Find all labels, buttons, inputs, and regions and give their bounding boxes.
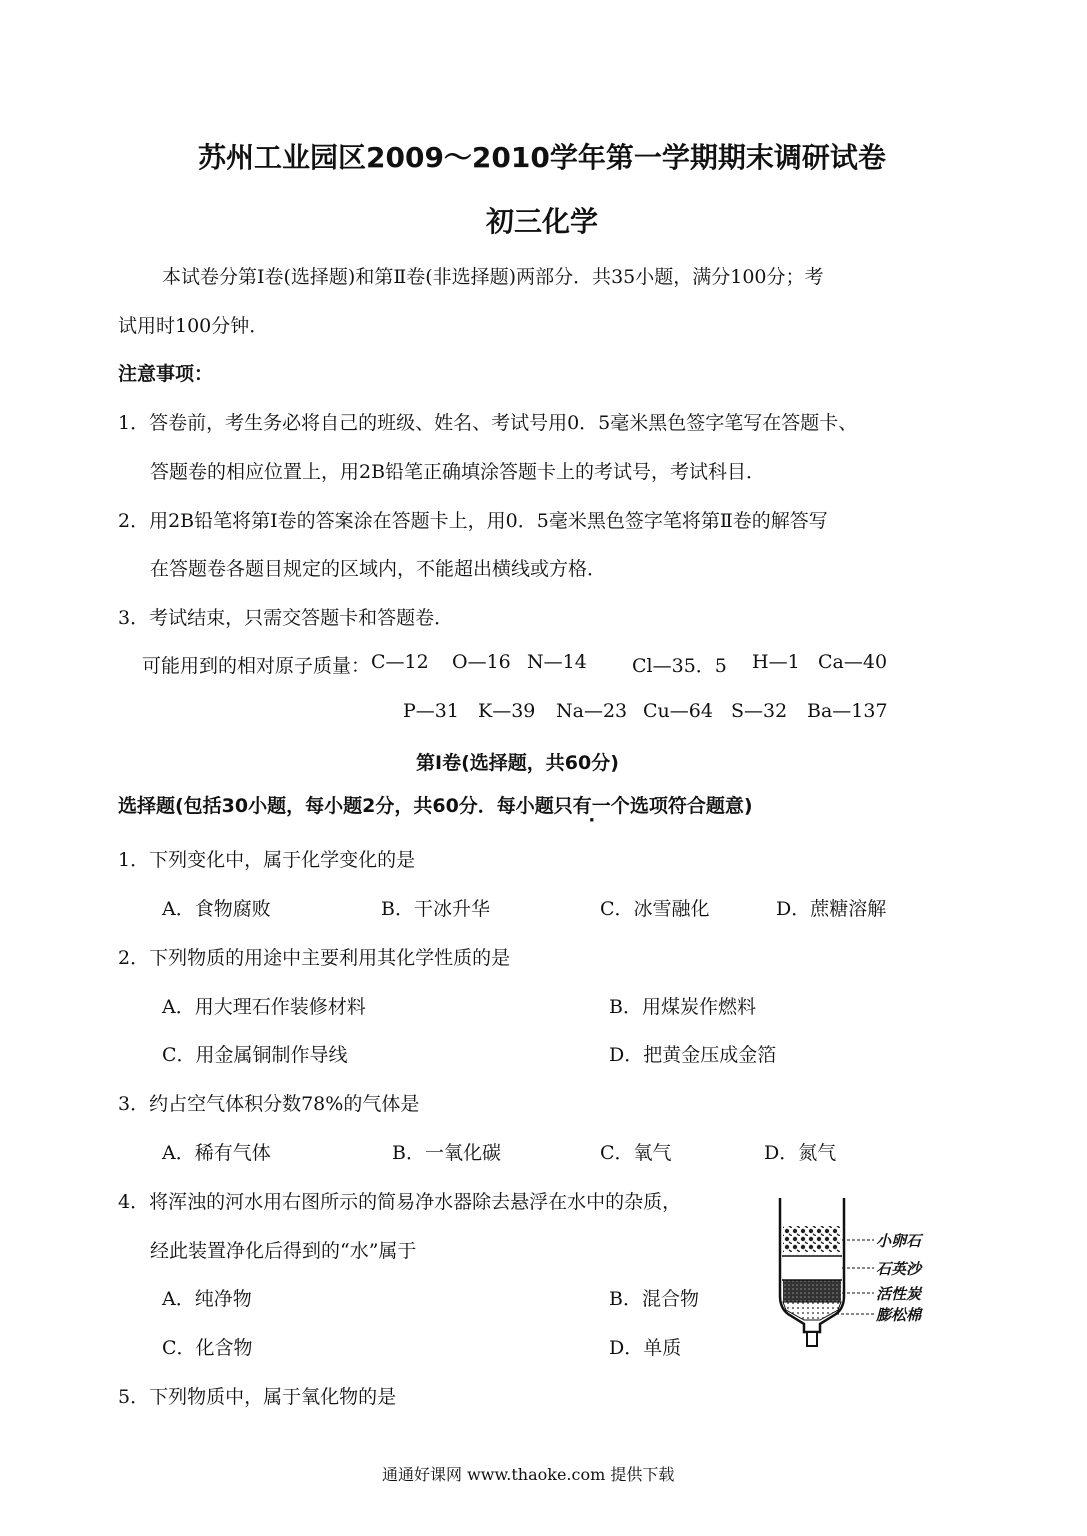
note-item: 3．考试结束，只需交答题卡和答题卷． — [118, 607, 454, 629]
question-option: A．纯净物 — [162, 1288, 252, 1310]
note-item: 1．答卷前，考生务必将自己的班级、姓名、考试号用0．5毫米黑色签字笔写在答题卡、 — [118, 412, 858, 434]
question-option: C．冰雪融化 — [600, 898, 710, 920]
atomic-mass: C—12 — [371, 651, 429, 673]
atomic-mass-label: 可能用到的相对原子质量： — [142, 655, 371, 677]
atomic-mass: Cl—35．5 — [632, 655, 727, 677]
question-option: B．干冰升华 — [381, 898, 490, 920]
atomic-mass: P—31 — [403, 700, 459, 722]
atomic-mass: H—1 — [752, 651, 800, 673]
question-option: B．一氧化碳 — [392, 1142, 501, 1164]
note-item: 2．用2B铅笔将第Ⅰ卷的答案涂在答题卡上，用0．5毫米黑色签字笔将第Ⅱ卷的解答写 — [118, 510, 828, 532]
section-instruction — [118, 791, 753, 818]
question-option: D．单质 — [609, 1337, 682, 1359]
question-option: A．用大理石作装修材料 — [162, 996, 366, 1018]
notes-heading: 注意事项： — [118, 363, 214, 385]
question-option: D．把黄金压成金箔 — [609, 1044, 777, 1066]
note-item: 在答题卷各题目规定的区域内，不能超出横线或方格． — [150, 558, 607, 580]
question-stem: 4．将浑浊的河水用右图所示的简易净水器除去悬浮在水中的杂质， — [118, 1191, 682, 1213]
question-option: C．氧气 — [600, 1142, 672, 1164]
instruction-emphasis: 只有一个 — [553, 795, 630, 817]
instruction-text: 选择题(包括30小题，每小题2分，共60分．每小题 — [118, 795, 554, 817]
intro-line-1: 本试卷分第Ⅰ卷(选择题)和第Ⅱ卷(非选择题)两部分．共35小题，满分100分；考 — [162, 266, 824, 288]
atomic-mass: O—16 — [452, 651, 511, 673]
question-stem: 2．下列物质的用途中主要利用其化学性质的是 — [118, 947, 511, 969]
page-title: 苏州工业园区2009～2010学年第一学期期末调研试卷 — [198, 141, 886, 174]
question-option: B．混合物 — [609, 1288, 699, 1310]
figure-label-sand: 石英沙 — [876, 1260, 922, 1278]
note-item: 答题卷的相应位置上，用2B铅笔正确填涂答题卡上的考试号，考试科目． — [150, 461, 766, 483]
question-option: C．用金属铜制作导线 — [162, 1044, 348, 1066]
figure-label-pebbles: 小卵石 — [876, 1232, 922, 1250]
intro-line-2: 试用时100分钟． — [118, 315, 269, 337]
footer-text: 通通好课网 www.thaoke.com 提供下载 — [382, 1465, 675, 1484]
question-option: A．稀有气体 — [162, 1142, 271, 1164]
instruction-text: 选项符合题意) — [629, 795, 753, 817]
question-option: D．氮气 — [764, 1142, 837, 1164]
atomic-mass: S—32 — [731, 700, 788, 722]
atomic-mass: Ba—137 — [807, 700, 888, 722]
subject-title: 初三化学 — [486, 205, 599, 238]
question-stem: 1．下列变化中，属于化学变化的是 — [118, 849, 416, 871]
atomic-mass: Cu—64 — [643, 700, 713, 722]
figure-label-cotton: 膨松棉 — [876, 1306, 922, 1324]
question-option: A．食物腐败 — [162, 898, 271, 920]
question-stem-cont: 经此装置净化后得到的“水”属于 — [150, 1240, 417, 1262]
atomic-mass: K—39 — [478, 700, 536, 722]
question-stem: 5．下列物质中，属于氧化物的是 — [118, 1386, 397, 1408]
figure-label-carbon: 活性炭 — [876, 1285, 922, 1303]
section-title: 第Ⅰ卷(选择题，共60分) — [416, 752, 619, 774]
atomic-mass: N—14 — [527, 651, 587, 673]
water-filter-figure — [776, 1196, 976, 1356]
atomic-mass: Ca—40 — [818, 651, 888, 673]
question-stem: 3．约占空气体积分数78%的气体是 — [118, 1093, 420, 1115]
question-option: C．化含物 — [162, 1337, 253, 1359]
question-option: D．蔗糖溶解 — [776, 898, 887, 920]
question-option: B．用煤炭作燃料 — [609, 996, 756, 1018]
atomic-mass: Na—23 — [556, 700, 628, 722]
